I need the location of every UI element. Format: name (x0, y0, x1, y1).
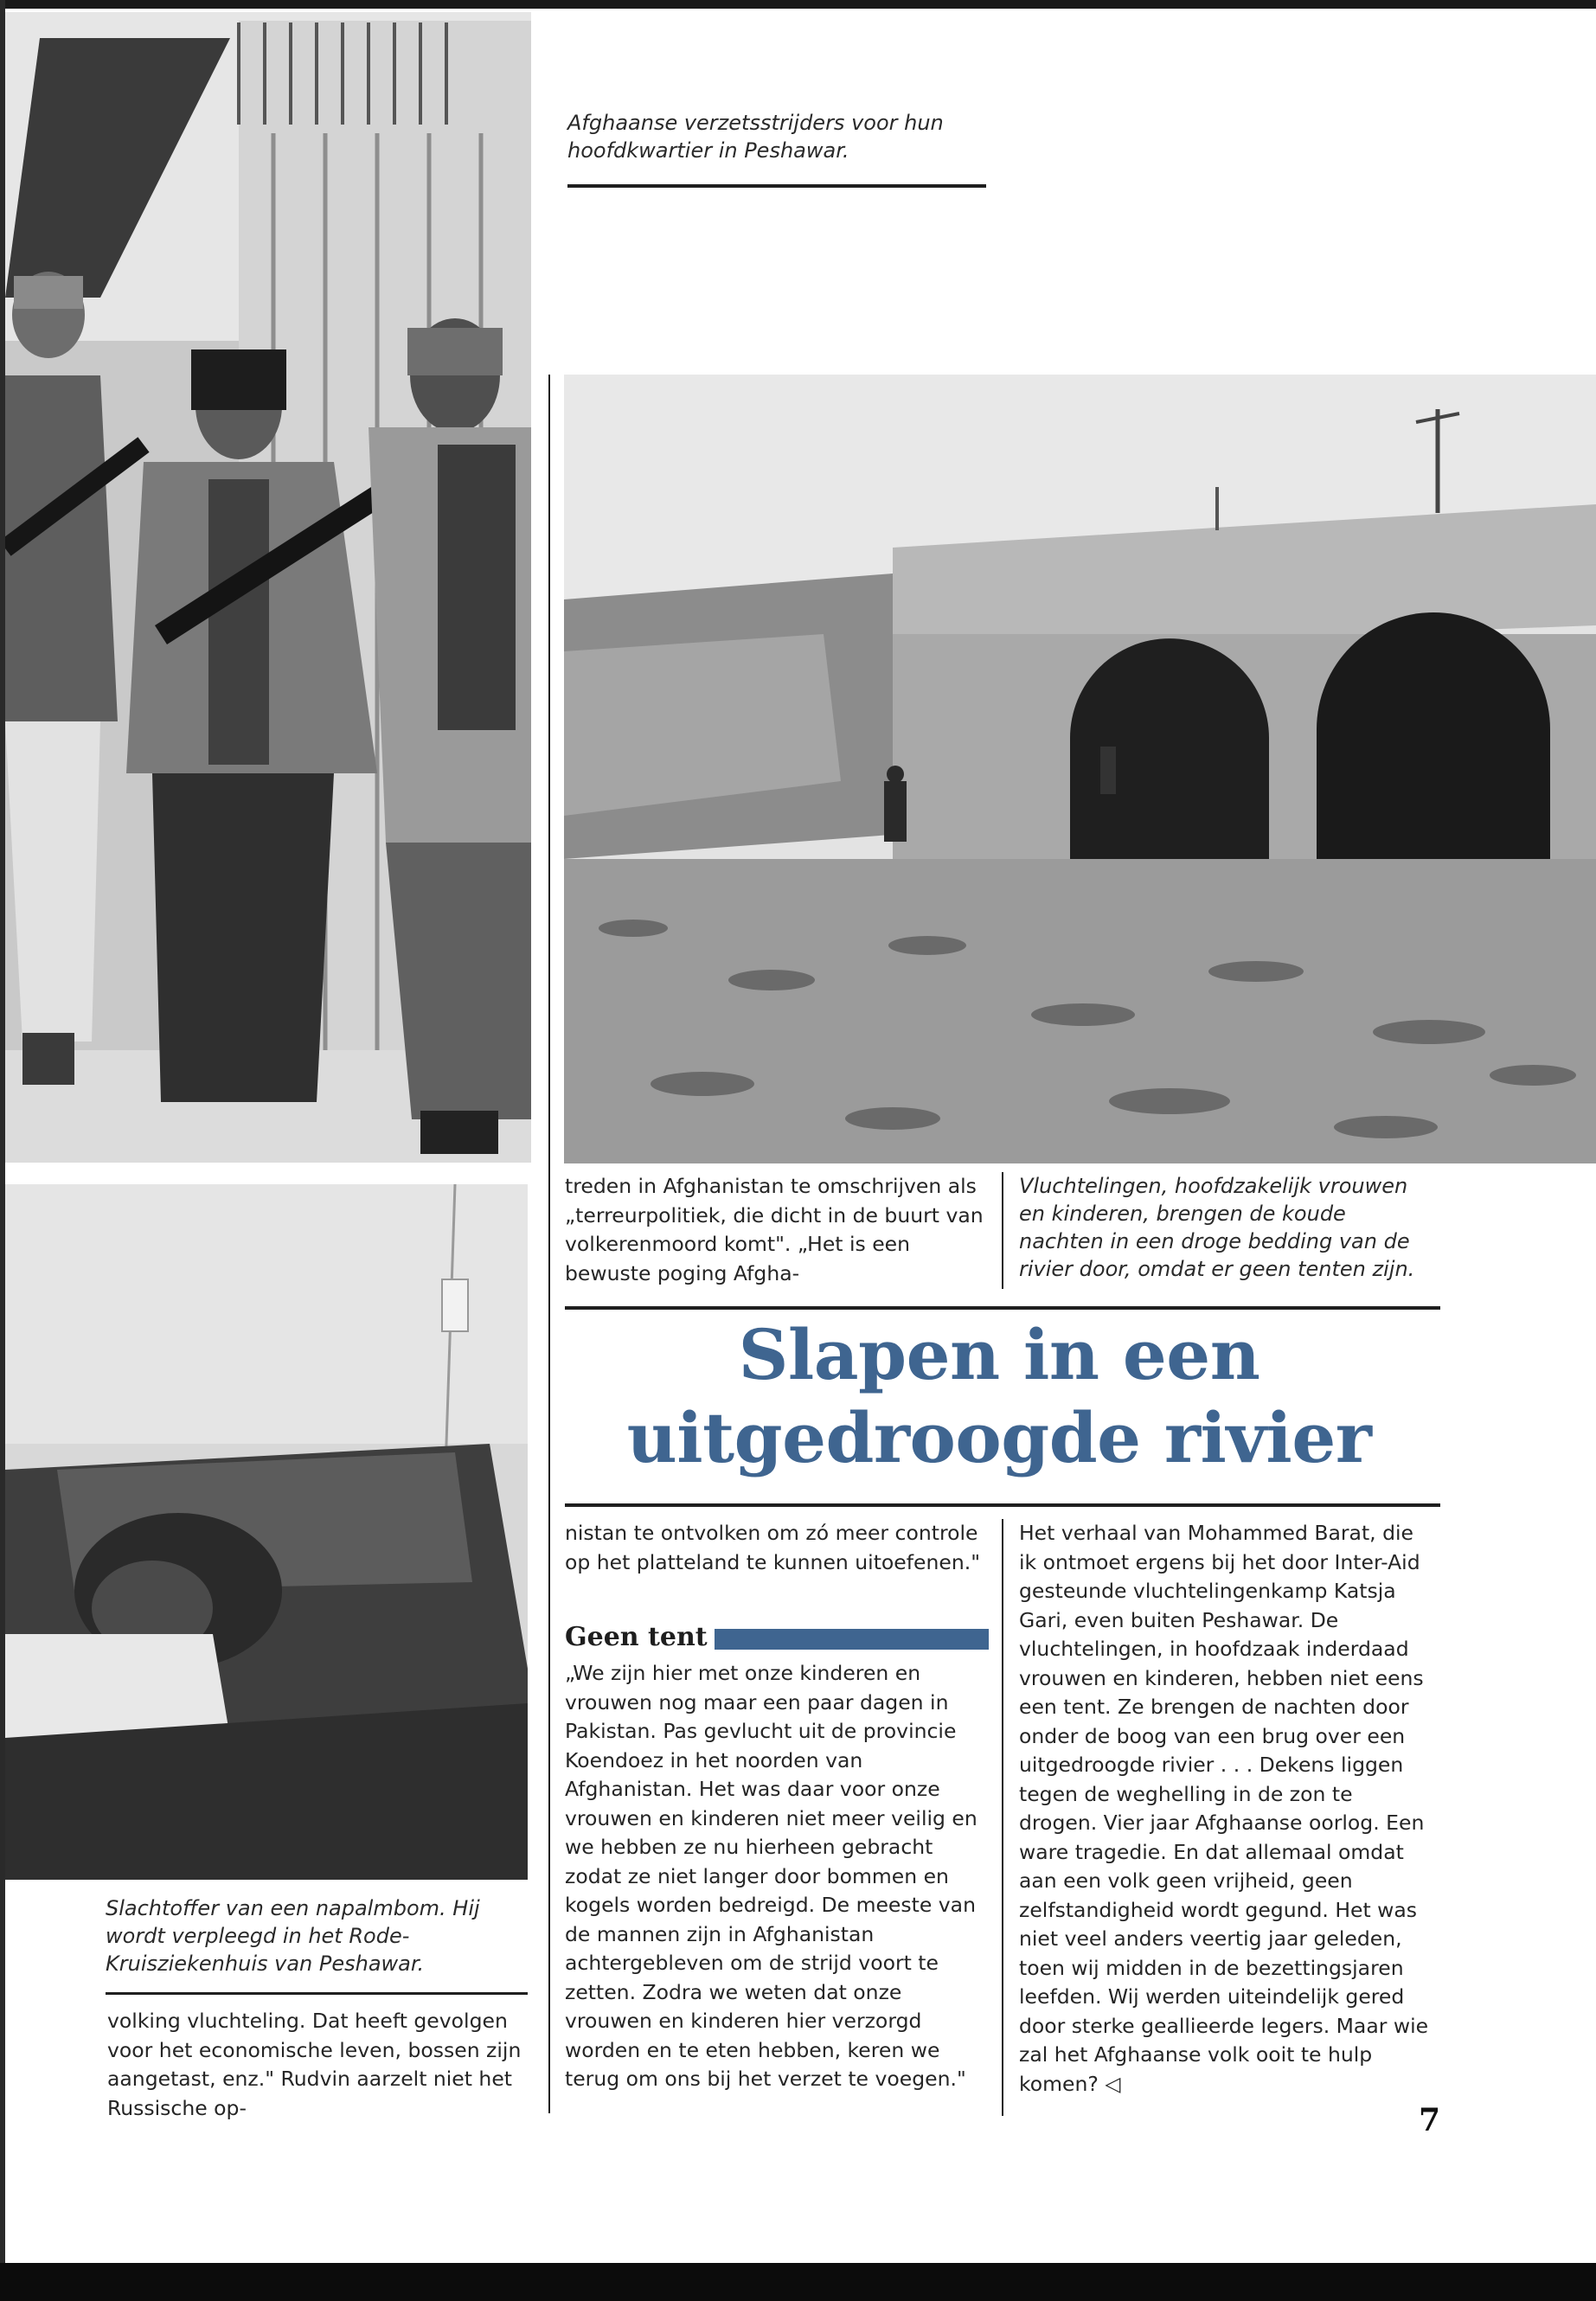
headline-line-2: uitgedroogde rivier (626, 1397, 1372, 1478)
left-column-rule (106, 1992, 528, 1995)
end-mark-icon: ◁ (1105, 2071, 1121, 2096)
column-divider-right (1002, 1519, 1003, 2116)
paragraph: treden in Afghanistan te omschrijven als „terreurpolitiek, die dicht in de buurt van volkerenmoord komt". „Het is een bewuste poging Afgha- (565, 1174, 984, 1285)
page-number: 7 (1419, 2102, 1441, 2138)
caption-fighters: Afghaanse verzetsstrijders voor hun hoofdkwartier in Peshawar. (567, 111, 944, 163)
article-column-mid-2 (565, 1659, 989, 2094)
paragraph (1019, 1519, 1436, 2099)
page-top-border (0, 0, 1596, 9)
caption-victim: Slachtoffer van een napalmbom. Hij wordt verpleegd in het Rode-Kruisziekenhuis van Peshawar. (106, 1896, 480, 1976)
article-column-mid (565, 1519, 989, 1577)
article-column-right (1019, 1519, 1436, 2099)
paragraph: nistan te ontvolken om zó meer controle op het platteland te kunnen uitoefenen." (565, 1521, 981, 1574)
column-divider-left (548, 375, 550, 2113)
photo-fighters (5, 12, 531, 1163)
paragraph: „We zijn hier met onze kinderen en vrouwen nog maar een paar dagen in Pakistan. Pas gevlucht uit de provincie Koendoez in het noorden van Afghanistan. Het was daar voor onze vrouwen en kinderen niet meer veilig en we hebben ze nu hierheen gebracht zodat ze niet langer door bommen en kogels worden bedreigd. De meeste van de mannen zijn in Afghanistan achtergebleven om de strijd voort te zetten. Zodra we weten dat onze vrouwen en kinderen hier verzorgd worden en te eten hebben, keren we terug om ons bij het verzet te voegen." (565, 1661, 977, 2091)
caption-divider (567, 184, 986, 188)
page-bottom-band (0, 2263, 1596, 2301)
article-column-mid-top (565, 1172, 989, 1288)
caption-refugees: Vluchtelingen, hoofdzakelijk vrouwen en kinderen, brengen de koude nachten in een droge bedding van de rivier door, omdat er geen tenten zijn. (1019, 1174, 1415, 1281)
subhead (565, 1619, 989, 1654)
paragraph-text: Het verhaal van Mohammed Barat, die ik ontmoet ergens bij het door Inter-Aid gesteunde vluchtelingenkamp Katsja Gari, even buiten Peshawar. De vluchtelingen, in hoofdzaak inderdaad vrouwen en kinderen, hebben niet eens een tent. Ze brengen de nachten door onder de boog van een brug over een uitgedroogde rivier . . . Dekens liggen tegen de weghelling in de zon te drogen. Vier jaar Afghaanse oorlog. Een ware tragedie. En dat allemaal omdat aan een volk geen vrijheid, geen zelfstandigheid wordt gegund. Het was niet veel anders veertig jaar geleden, toen wij midden in de bezettingsjaren leefden. Wij werden uiteindelijk gered door sterke geallieerde legers. Maar wie zal het Afghaanse volk ooit te hulp komen? (1019, 1521, 1429, 2096)
headline (562, 1313, 1436, 1479)
headline-rule-bottom (565, 1503, 1440, 1507)
photo-bridge (564, 375, 1596, 1163)
photo-victim (5, 1184, 528, 1880)
column-divider-top (1002, 1172, 1003, 1289)
paragraph: volking vluchteling. Dat heeft gevolgen voor het economische leven, bossen zijn aangetast, enz." Rudvin aarzelt niet het Russische op- (107, 2009, 522, 2120)
article-column-left (107, 2007, 522, 2123)
headline-line-1: Slapen in een (738, 1314, 1260, 1395)
subhead-accent-bar (715, 1629, 989, 1650)
headline-rule-top (565, 1306, 1440, 1310)
subhead-text: Geen tent (565, 1621, 708, 1652)
